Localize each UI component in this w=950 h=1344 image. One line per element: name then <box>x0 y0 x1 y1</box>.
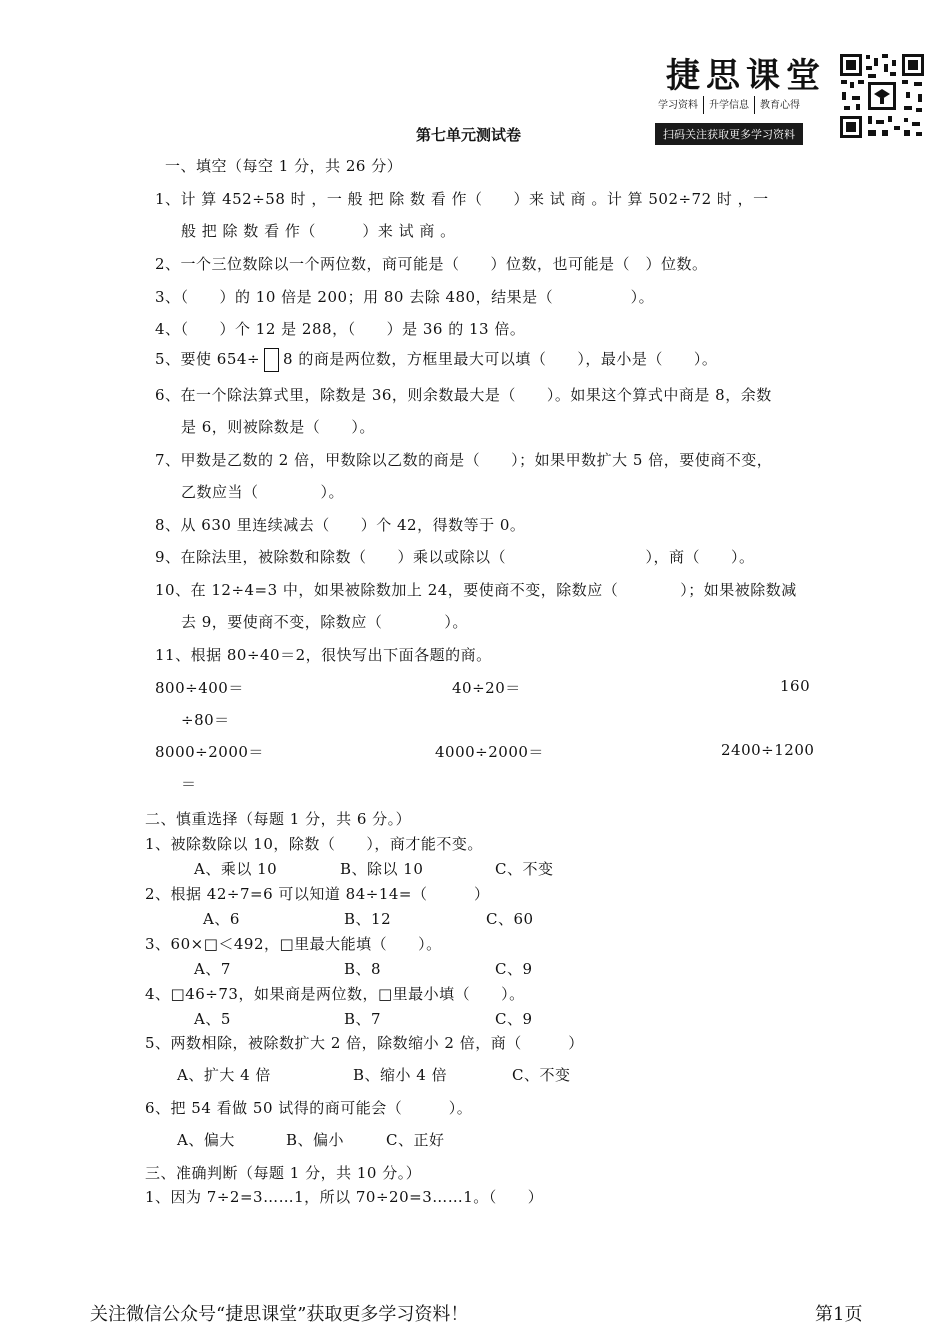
s2-q2-opt-a: A、6 <box>203 910 240 928</box>
calc-1c: 160 <box>780 677 811 695</box>
calc-1a: 800÷400＝ <box>155 679 244 697</box>
s2-q4: 4、□46÷73，如果商是两位数，□里最小填（ ）。 <box>145 985 525 1003</box>
s2-q6-opt-a: A、偏大 <box>177 1131 235 1149</box>
calc-2c: 2400÷1200 <box>721 741 815 759</box>
s2-q5-opt-a: A、扩大 4 倍 <box>177 1066 271 1084</box>
s2-q5: 5、两数相除，被除数扩大 2 倍，除数缩小 2 倍，商（ ） <box>145 1034 584 1052</box>
s2-q2-opt-b: B、12 <box>344 910 392 928</box>
s2-q1-opt-b: B、除以 10 <box>340 860 424 878</box>
section3-heading: 三、准确判断（每题 1 分，共 10 分。） <box>145 1164 422 1182</box>
q7-line2: 乙数应当（ ）。 <box>181 483 345 501</box>
q6-line1: 6、在一个除法算式里，除数是 36，则余数最大是（ ）。如果这个算式中商是 8，余数 <box>155 386 772 404</box>
q2: 2、一个三位数除以一个两位数，商可能是（ ）位数，也可能是（ ）位数。 <box>155 255 708 273</box>
s2-q6: 6、把 54 看做 50 试得的商可能会（ ）。 <box>145 1099 473 1117</box>
s2-q4-opt-c: C、9 <box>495 1010 533 1028</box>
page-title: 第七单元测试卷 <box>416 126 522 144</box>
s2-q3-opt-c: C、9 <box>495 960 533 978</box>
s2-q6-opt-c: C、正好 <box>386 1131 445 1149</box>
brand-banner: 扫码关注获取更多学习资料 <box>655 123 803 145</box>
page-number: 第1页 <box>815 1304 863 1325</box>
brand-name: 捷思课堂 <box>666 56 826 96</box>
q1-line2: 般 把 除 数 看 作（ ）来 试 商 。 <box>181 222 456 240</box>
q11: 11、根据 80÷40＝2，很快写出下面各题的商。 <box>155 646 492 664</box>
q5-pre: 5、要使 654÷ <box>155 350 261 368</box>
answer-box <box>264 348 279 372</box>
s2-q4-opt-b: B、7 <box>344 1010 382 1028</box>
q8: 8、从 630 里连续减去（ ）个 42，得数等于 0。 <box>155 516 526 534</box>
s2-q1: 1、被除数除以 10，除数（ ），商才能不变。 <box>145 835 483 853</box>
q9: 9、在除法里，被除数和除数（ ）乘以或除以（ ），商（ ）。 <box>155 548 755 566</box>
tag-education: 教育心得 <box>760 100 800 111</box>
s2-q2-opt-c: C、60 <box>486 910 534 928</box>
section2-heading: 二、慎重选择（每题 1 分，共 6 分。） <box>145 810 412 828</box>
s2-q6-opt-b: B、偏小 <box>286 1131 345 1149</box>
s2-q1-opt-a: A、乘以 10 <box>194 860 278 878</box>
q10-line1: 10、在 12÷4=3 中，如果被除数加上 24，要使商不变，除数应（ ）；如果被除数减 <box>155 581 797 599</box>
s2-q3-opt-b: B、8 <box>344 960 382 978</box>
footer-note: 关注微信公众号“捷思课堂”获取更多学习资料！ <box>90 1304 469 1325</box>
q7-line1: 7、甲数是乙数的 2 倍，甲数除以乙数的商是（ ）；如果甲数扩大 5 倍，要使商不变， <box>155 451 773 469</box>
calc-2b: 4000÷2000＝ <box>435 743 544 761</box>
section1-heading: 一、填空（每空 1 分，共 26 分） <box>165 157 403 175</box>
calc-1b: 40÷20＝ <box>452 679 521 697</box>
q5-post: 8 的商是两位数，方框里最大可以填（ ），最小是（ ）。 <box>283 350 718 368</box>
qr-code-icon <box>838 52 926 140</box>
s2-q3: 3、60×□＜492，□里最大能填（ ）。 <box>145 935 442 953</box>
q1-line1: 1、计 算 452÷58 时 ，一 般 把 除 数 看 作（ ）来 试 商 。计 算 502÷72 时 ，一 <box>155 190 769 208</box>
q6-line2: 是 6，则被除数是（ ）。 <box>181 418 375 436</box>
tag-study: 学习资料 <box>658 100 698 111</box>
calc-2d: ＝ <box>181 775 197 793</box>
calc-1d: ÷80＝ <box>181 711 230 729</box>
s2-q5-opt-c: C、不变 <box>512 1066 571 1084</box>
q10-line2: 去 9，要使商不变，除数应（ ）。 <box>181 613 468 631</box>
calc-2a: 8000÷2000＝ <box>155 743 264 761</box>
q3: 3、（ ）的 10 倍是 200；用 80 去除 480，结果是（ ）。 <box>155 288 655 306</box>
s2-q3-opt-a: A、7 <box>194 960 231 978</box>
brand-tags <box>658 96 800 114</box>
s2-q1-opt-c: C、不变 <box>495 860 554 878</box>
s2-q5-opt-b: B、缩小 4 倍 <box>353 1066 448 1084</box>
q5 <box>155 348 717 372</box>
q4: 4、（ ）个 12 是 288，（ ）是 36 的 13 倍。 <box>155 320 526 338</box>
tag-admission: 升学信息 <box>709 100 749 111</box>
s2-q2: 2、根据 42÷7=6 可以知道 84÷14=（ ） <box>145 885 490 903</box>
s2-q4-opt-a: A、5 <box>194 1010 231 1028</box>
s3-q1: 1、因为 7÷2=3……1，所以 70÷20=3……1。（ ） <box>145 1188 544 1206</box>
